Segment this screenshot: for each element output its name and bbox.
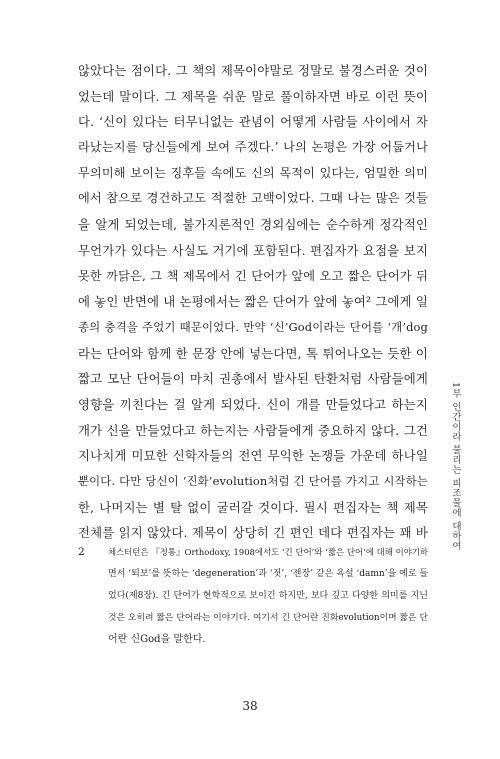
body-line: 지나치게 미묘한 신학자들의 전연 무익한 논쟁들 가운데 하나일: [78, 448, 428, 464]
running-head: 1부 인간이라 불리는 피조물에 대하여: [450, 382, 461, 551]
body-line: 었는데 말이다. 그 제목을 쉬운 말로 풀이하자면 바로 이런 뜻이: [78, 88, 428, 104]
body-line: 않았다는 점이다. 그 책의 제목이야말로 정말로 불경스러운 것이: [78, 63, 428, 78]
footnote-number: 2: [78, 546, 85, 558]
footnote-text: [108, 541, 428, 651]
footnote-line: 것은 오히려 짧은 단어라는 이야기다. 여기서 긴 단어란 진화evolution이며 짧은 단: [108, 613, 428, 623]
body-line: 에서 참으로 경건하고도 적절한 고백이었다. 그때 나는 많은 것들: [78, 191, 428, 206]
footnote: [78, 541, 428, 651]
footnote-line: 체스터턴은 『정통』Orthodoxy, 1908에서도 ‘긴 단어’와 ‘짧은 단어’에 대해 이야기하: [108, 547, 428, 557]
body-line: 못한 까닭은, 그 책 제목에서 긴 단어가 앞에 오고 짧은 단어가 뒤: [78, 268, 428, 283]
body-line: 에 놓인 반면에 내 논평에서는 짧은 단어가 앞에 놓여² 그에게 일: [78, 294, 428, 310]
body-line: 라났는지를 당신들에게 보여 주겠다.’ 나의 논평은 가장 어둡거나: [78, 140, 428, 155]
body-line: 다. ‘신이 있다는 터무니없는 관념이 어떻게 사람들 사이에서 자: [78, 114, 428, 130]
body-line: 무언가가 있다는 사실도 거기에 포함된다. 편집자가 요점을 보지: [78, 242, 428, 258]
body-text: [78, 58, 428, 546]
footnote-line: 면서 ‘퇴보’를 뜻하는 ‘degeneration’과 ‘젓’, ‘젠장’ 같은 욕설 ‘damn’을 예로 들: [108, 569, 428, 579]
body-line: 한, 나머지는 별 탈 없이 굴러갈 것이다. 필시 편집자는 책 제목: [78, 499, 428, 515]
footnote-line: 었다(제8장). 긴 단어가 현학적으로 보이긴 하지만, 보다 깊고 다양한 의미를 지닌: [108, 591, 428, 601]
body-line: 무의미해 보이는 징후들 속에도 신의 목적이 있다는, 엄밀한 의미: [78, 165, 428, 180]
body-line: 을 알게 되었는데, 불가지론적인 경외심에는 순수하게 정각적인: [78, 217, 428, 233]
body-line: 짧고 모난 단어들이 마치 권총에서 발사된 탄환처럼 사람들에게: [78, 371, 428, 387]
body-line: 전체를 읽지 않았다. 제목이 상당히 긴 편인 데다 편집자는 꽤 바: [78, 525, 428, 541]
body-line: 뿐이다. 다만 당신이 ‘진화’evolution처럼 긴 단어를 가지고 시작하는: [78, 474, 428, 488]
body-line: 개가 신을 만들었다고 하는지는 사람들에게 중요하지 않다. 그건: [78, 422, 428, 438]
body-line: 라는 단어와 함께 한 문장 안에 넣는다면, 톡 튀어나오는 듯한 이: [78, 345, 428, 361]
body-line: 영향을 끼친다는 걸 알게 되었다. 신이 개를 만들었다고 하는지: [78, 396, 428, 412]
footnote-line: 어란 신God을 말한다.: [108, 634, 206, 645]
body-line: 종의 충격을 주었기 때문이었다. 만약 ‘신’God이라는 단어를 ‘개’dog: [78, 319, 428, 334]
page-number: 38: [242, 699, 258, 713]
